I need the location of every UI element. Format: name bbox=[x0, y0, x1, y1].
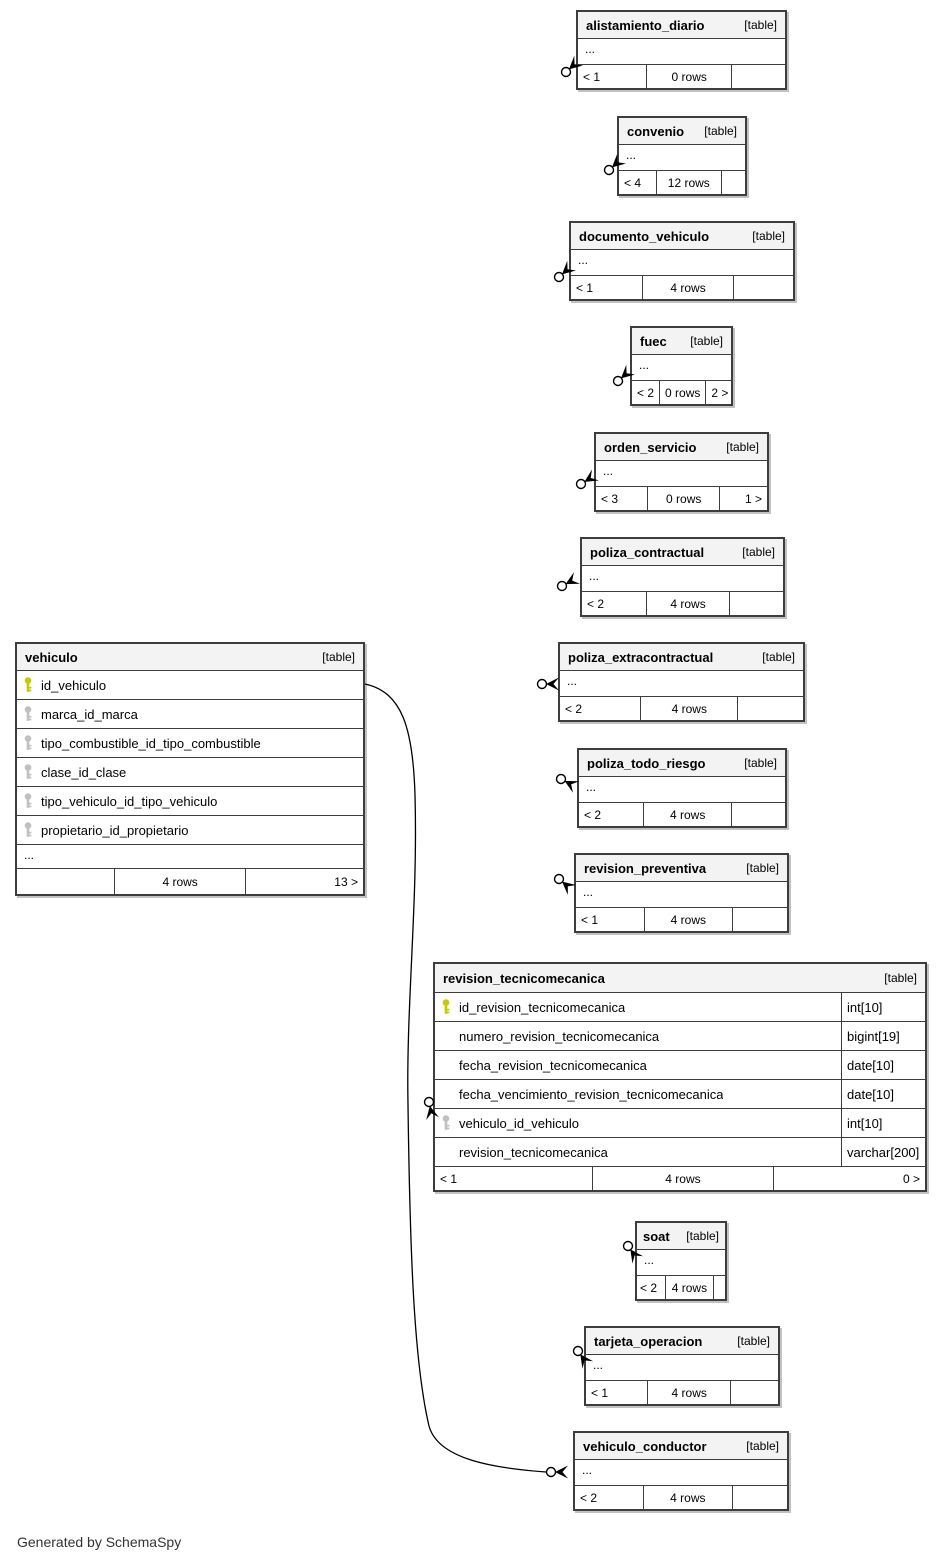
foreign-key-icon bbox=[23, 822, 33, 838]
column-name: revision_tecnicomecanica bbox=[459, 1144, 608, 1160]
column-type: int[10] bbox=[841, 993, 925, 1021]
table-footer bbox=[637, 1276, 725, 1299]
rows-count: 4 rows bbox=[114, 869, 245, 894]
columns-ellipsis: ... bbox=[586, 1355, 778, 1381]
table-node-revision-tecnicomecanica[interactable] bbox=[433, 962, 927, 1192]
columns-ellipsis: ... bbox=[576, 882, 787, 908]
parents-count: < 2 bbox=[640, 1280, 658, 1295]
table-header bbox=[596, 434, 767, 461]
table-name: poliza_contractual bbox=[590, 544, 705, 560]
children-count bbox=[732, 1486, 787, 1509]
table-header bbox=[619, 118, 745, 145]
table-node-vehiculo[interactable] bbox=[15, 642, 365, 896]
table-header bbox=[582, 539, 783, 566]
column-name: propietario_id_propietario bbox=[41, 822, 189, 838]
column-type: date[10] bbox=[841, 1051, 925, 1079]
table-node-poliza-extracontractual[interactable] bbox=[558, 642, 805, 722]
foreign-key-icon bbox=[23, 735, 33, 751]
column-name: clase_id_clase bbox=[41, 764, 127, 780]
parents-count: < 4 bbox=[624, 175, 642, 190]
rows-count: 4 rows bbox=[640, 697, 737, 720]
table-header bbox=[576, 855, 787, 882]
table-header bbox=[571, 223, 793, 250]
table-name: poliza_extracontractual bbox=[568, 649, 714, 665]
relationship-connector-poliza-contractual bbox=[558, 572, 581, 590]
table-badge: [table] bbox=[752, 229, 785, 243]
table-name: vehiculo bbox=[25, 649, 78, 665]
primary-key-icon bbox=[441, 999, 451, 1015]
rows-count: 12 rows bbox=[656, 171, 722, 194]
rows-count: 0 rows bbox=[646, 65, 731, 88]
rows-count: 4 rows bbox=[646, 592, 728, 615]
children-count bbox=[732, 908, 787, 931]
table-badge: [table] bbox=[742, 545, 775, 559]
rows-count: 4 rows bbox=[643, 803, 732, 826]
columns-ellipsis: ... bbox=[632, 355, 731, 381]
column-row bbox=[435, 1080, 925, 1109]
column-type: varchar[200] bbox=[841, 1138, 925, 1166]
table-badge: [table] bbox=[322, 650, 355, 664]
column-row bbox=[435, 1051, 925, 1080]
parents-count: < 1 bbox=[591, 1385, 609, 1400]
table-node-fuec[interactable] bbox=[630, 326, 733, 406]
parents-count: < 3 bbox=[601, 491, 619, 506]
table-node-soat[interactable] bbox=[635, 1221, 727, 1301]
column-row bbox=[17, 729, 363, 758]
parents-count: < 1 bbox=[583, 69, 601, 84]
columns-ellipsis: ... bbox=[17, 845, 363, 869]
column-name: numero_revision_tecnicomecanica bbox=[459, 1028, 660, 1044]
children-count: 0 > bbox=[773, 1167, 925, 1190]
table-name: tarjeta_operacion bbox=[594, 1333, 703, 1349]
relationship-connector-revision-preventiva bbox=[555, 875, 577, 895]
column-type: bigint[19] bbox=[841, 1022, 925, 1050]
generator-note: Generated by SchemaSpy bbox=[17, 1534, 182, 1550]
relationship-connector-poliza-extracontractual bbox=[538, 678, 560, 691]
table-badge: [table] bbox=[686, 1229, 719, 1243]
table-name: soat bbox=[643, 1228, 670, 1244]
table-footer bbox=[586, 1381, 778, 1404]
columns-ellipsis: ... bbox=[637, 1250, 725, 1276]
columns-ellipsis: ... bbox=[575, 1460, 787, 1486]
table-header bbox=[632, 328, 731, 355]
table-footer bbox=[576, 908, 787, 931]
table-header bbox=[560, 644, 803, 671]
relationship-connector-poliza-todo-riesgo bbox=[557, 775, 580, 793]
table-name: revision_tecnicomecanica bbox=[443, 970, 605, 986]
children-count bbox=[721, 171, 745, 194]
table-header bbox=[575, 1433, 787, 1460]
columns-ellipsis: ... bbox=[619, 145, 745, 171]
children-count: 1 > bbox=[719, 487, 767, 510]
rows-count: 4 rows bbox=[665, 1276, 713, 1299]
table-header bbox=[435, 964, 925, 993]
foreign-key-icon bbox=[23, 793, 33, 809]
parents-count: < 2 bbox=[580, 1490, 598, 1505]
table-name: vehiculo_conductor bbox=[583, 1438, 707, 1454]
table-header bbox=[17, 644, 363, 671]
table-node-orden-servicio[interactable] bbox=[594, 432, 769, 512]
table-badge: [table] bbox=[744, 756, 777, 770]
columns-ellipsis: ... bbox=[596, 461, 767, 487]
table-badge: [table] bbox=[744, 18, 777, 32]
table-footer bbox=[435, 1167, 925, 1190]
children-count bbox=[729, 592, 783, 615]
table-footer bbox=[578, 65, 785, 88]
rows-count: 4 rows bbox=[592, 1167, 773, 1190]
column-name: id_vehiculo bbox=[41, 677, 107, 693]
table-footer bbox=[596, 487, 767, 510]
rows-count: 0 rows bbox=[659, 381, 705, 404]
table-name: fuec bbox=[640, 333, 667, 349]
column-row bbox=[17, 758, 363, 787]
column-type: int[10] bbox=[841, 1109, 925, 1137]
rows-count: 4 rows bbox=[642, 276, 733, 299]
table-name: documento_vehiculo bbox=[579, 228, 710, 244]
children-count bbox=[731, 803, 785, 826]
table-header bbox=[579, 750, 785, 777]
table-footer bbox=[560, 697, 803, 720]
children-count: 13 > bbox=[245, 869, 363, 894]
table-name: convenio bbox=[627, 123, 685, 139]
table-name: poliza_todo_riesgo bbox=[587, 755, 706, 771]
table-header bbox=[578, 12, 785, 39]
table-node-documento-vehiculo[interactable] bbox=[569, 221, 795, 301]
table-footer bbox=[619, 171, 745, 194]
column-row bbox=[17, 816, 363, 845]
foreign-key-icon bbox=[23, 764, 33, 780]
column-row bbox=[17, 787, 363, 816]
column-name: fecha_vencimiento_revision_tecnicomecanica bbox=[459, 1086, 724, 1102]
column-row bbox=[17, 671, 363, 700]
rows-count: 4 rows bbox=[647, 1381, 730, 1404]
table-footer bbox=[575, 1486, 787, 1509]
rows-count: 0 rows bbox=[647, 487, 719, 510]
parents-count: < 2 bbox=[584, 807, 602, 822]
column-row bbox=[435, 1022, 925, 1051]
table-node-tarjeta-operacion[interactable] bbox=[584, 1326, 780, 1406]
table-name: revision_preventiva bbox=[584, 860, 707, 876]
column-row bbox=[435, 1109, 925, 1138]
table-node-poliza-contractual[interactable] bbox=[580, 537, 785, 617]
columns-ellipsis: ... bbox=[578, 39, 785, 65]
table-badge: [table] bbox=[884, 971, 917, 985]
column-name: fecha_revision_tecnicomecanica bbox=[459, 1057, 647, 1073]
parents-count: < 1 bbox=[440, 1171, 458, 1186]
children-count bbox=[713, 1276, 725, 1299]
parents-count: < 1 bbox=[576, 280, 594, 295]
children-count bbox=[731, 65, 785, 88]
columns-ellipsis: ... bbox=[571, 250, 793, 276]
table-node-convenio[interactable] bbox=[617, 116, 747, 196]
column-row bbox=[435, 1138, 925, 1167]
primary-key-icon bbox=[23, 677, 33, 693]
relationship-connector-vehiculo-conductor bbox=[547, 1466, 569, 1479]
table-badge: [table] bbox=[746, 1439, 779, 1453]
table-badge: [table] bbox=[704, 124, 737, 138]
parents-count: < 2 bbox=[637, 385, 655, 400]
foreign-key-icon bbox=[23, 706, 33, 722]
children-count bbox=[733, 276, 793, 299]
table-node-poliza-todo-riesgo[interactable] bbox=[577, 748, 787, 828]
table-header bbox=[637, 1223, 725, 1250]
table-name: alistamiento_diario bbox=[586, 17, 705, 33]
table-footer bbox=[632, 381, 731, 404]
table-footer bbox=[582, 592, 783, 615]
parents-count bbox=[17, 869, 114, 894]
columns-ellipsis: ... bbox=[579, 777, 785, 803]
table-badge: [table] bbox=[690, 334, 723, 348]
columns-ellipsis: ... bbox=[582, 566, 783, 592]
parents-count: < 2 bbox=[587, 596, 605, 611]
column-name: vehiculo_id_vehiculo bbox=[459, 1115, 579, 1131]
table-badge: [table] bbox=[762, 650, 795, 664]
table-footer bbox=[579, 803, 785, 826]
columns-ellipsis: ... bbox=[560, 671, 803, 697]
column-type: date[10] bbox=[841, 1080, 925, 1108]
children-count bbox=[730, 1381, 778, 1404]
rows-count: 4 rows bbox=[643, 1486, 732, 1509]
table-node-vehiculo-conductor[interactable] bbox=[573, 1431, 789, 1511]
table-badge: [table] bbox=[726, 440, 759, 454]
table-node-revision-preventiva[interactable] bbox=[574, 853, 789, 933]
children-count bbox=[737, 697, 803, 720]
table-badge: [table] bbox=[737, 1334, 770, 1348]
table-footer bbox=[571, 276, 793, 299]
table-node-alistamiento-diario[interactable] bbox=[576, 10, 787, 90]
column-name: marca_id_marca bbox=[41, 706, 138, 722]
table-footer bbox=[17, 869, 363, 894]
rows-count: 4 rows bbox=[644, 908, 733, 931]
column-name: id_revision_tecnicomecanica bbox=[459, 999, 626, 1015]
table-badge: [table] bbox=[746, 861, 779, 875]
table-name: orden_servicio bbox=[604, 439, 697, 455]
parents-count: < 1 bbox=[581, 912, 599, 927]
column-name: tipo_vehiculo_id_tipo_vehiculo bbox=[41, 793, 218, 809]
column-row bbox=[17, 700, 363, 729]
parents-count: < 2 bbox=[565, 701, 583, 716]
column-name: tipo_combustible_id_tipo_combustible bbox=[41, 735, 261, 751]
table-header bbox=[586, 1328, 778, 1355]
column-row bbox=[435, 993, 925, 1022]
foreign-key-icon bbox=[441, 1115, 451, 1131]
children-count: 2 > bbox=[705, 381, 733, 404]
